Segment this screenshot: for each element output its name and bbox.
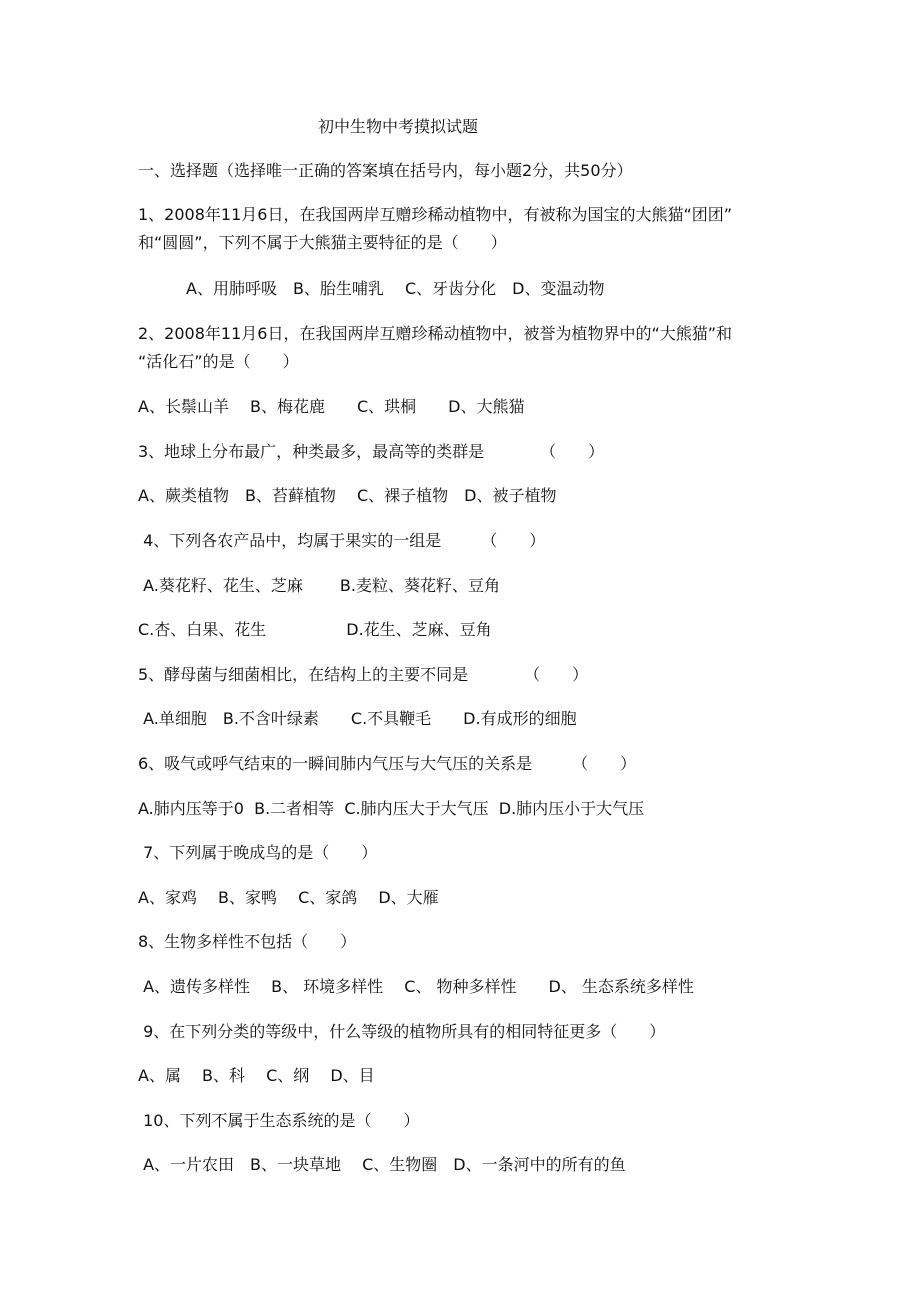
question-6-stem: 6、吸气或呼气结束的一瞬间肺内气压与大气压的关系是 （ ） [138, 754, 637, 773]
question-9-options: A、属 B、科 C、纲 D、目 [138, 1066, 375, 1085]
question-8-options: A、遗传多样性 B、 环境多样性 C、 物种多样性 D、 生态系统多样性 [138, 977, 694, 996]
question-10-stem: 10、下列不属于生态系统的是（ ） [138, 1111, 420, 1130]
question-2-line-2: “活化石”的是（ ） [138, 352, 299, 371]
question-3-options: A、蕨类植物 B、苔藓植物 C、裸子植物 D、被子植物 [138, 486, 557, 505]
question-1-line-1: 1、2008年11月6日，在我国两岸互赠珍稀动植物中，有被称为国宝的大熊猫“团团” [138, 205, 733, 224]
question-1-line-2: 和“圆圆”，下列不属于大熊猫主要特征的是（ ） [138, 233, 507, 252]
question-3-stem: 3、地球上分布最广，种类最多，最高等的类群是 （ ） [138, 442, 605, 461]
page-title: 初中生物中考摸拟试题 [318, 117, 479, 136]
question-4-options-2: C.杏、白果、花生 D.花生、芝麻、豆角 [138, 620, 492, 639]
question-1-options: A、用肺呼吸 B、胎生哺乳 C、牙齿分化 D、变温动物 [186, 279, 605, 298]
question-6-options: A.肺内压等于0 B.二者相等 C.肺内压大于大气压 D.肺内压小于大气压 [138, 799, 645, 818]
question-8-stem: 8、生物多样性不包括（ ） [138, 932, 357, 951]
question-5-stem: 5、酵母菌与细菌相比，在结构上的主要不同是 （ ） [138, 665, 589, 684]
question-7-stem: 7、下列属于晚成鸟的是（ ） [138, 843, 378, 862]
question-10-options: A、一片农田 B、一块草地 C、生物圈 D、一条河中的所有的鱼 [138, 1155, 626, 1174]
question-4-options-1: A.葵花籽、花生、芝麻 B.麦粒、葵花籽、豆角 [138, 576, 500, 595]
question-9-stem: 9、在下列分类的等级中，什么等级的植物所具有的相同特征更多（ ） [138, 1022, 666, 1041]
question-7-options: A、家鸡 B、家鸭 C、家鸽 D、大雁 [138, 888, 439, 907]
question-2-line-1: 2、2008年11月6日，在我国两岸互赠珍稀动植物中，被誉为植物界中的“大熊猫”和 [138, 324, 733, 343]
question-5-options: A.单细胞 B.不含叶绿素 C.不具鞭毛 D.有成形的细胞 [138, 709, 577, 728]
section-heading: 一、选择题（选择唯一正确的答案填在括号内，每小题2分，共50分） [138, 161, 633, 180]
question-2-options: A、长鬃山羊 B、梅花鹿 C、珙桐 D、大熊猫 [138, 397, 525, 416]
question-4-stem: 4、下列各农产品中，均属于果实的一组是 （ ） [138, 531, 546, 550]
